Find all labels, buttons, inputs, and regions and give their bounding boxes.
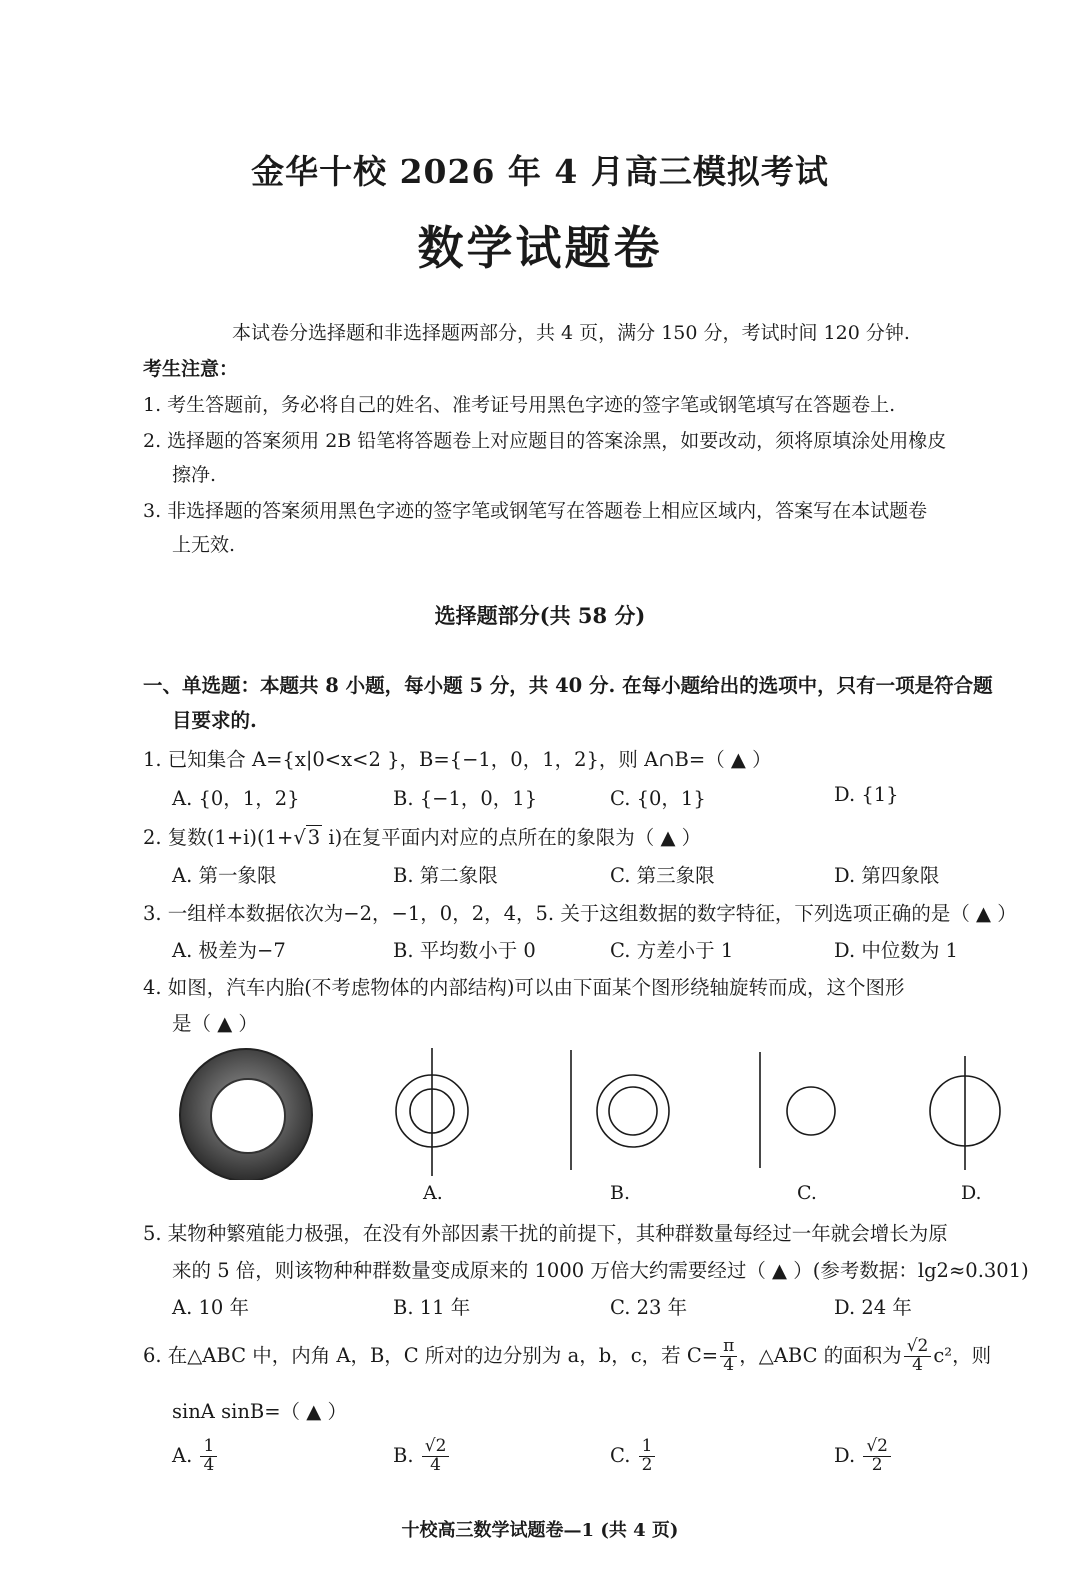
question-6-stem-c: c²，则 bbox=[933, 1343, 992, 1367]
question-3-option-d: D. 中位数为 1 bbox=[834, 939, 958, 962]
question-5-option-a: A. 10 年 bbox=[172, 1296, 249, 1319]
question-2-stem-b: i)在复平面内对应的点所在的象限为（ ▲ ） bbox=[322, 826, 702, 849]
page-footer: 十校高三数学试题卷—1 (共 4 页) bbox=[401, 1520, 679, 1541]
question-5-option-d: D. 24 年 bbox=[834, 1296, 912, 1319]
question-5-option-c: C. 23 年 bbox=[610, 1296, 688, 1319]
question-6-option-b: B. $\frac{√2}{4}$ bbox=[393, 1438, 451, 1475]
question-2-stem bbox=[143, 822, 701, 850]
notice-item-2-cont: 擦净. bbox=[172, 464, 217, 486]
question-1-option-d: D. {1} bbox=[834, 783, 899, 806]
question-3-option-c: C. 方差小于 1 bbox=[610, 939, 734, 962]
question-4-stem: 4. 如图，汽车内胎(不考虑物体的内部结构)可以由下面某个图形绕轴旋转而成，这个图形 bbox=[143, 976, 905, 999]
part1-heading-cont: 目要求的. bbox=[172, 709, 257, 732]
question-6-stem-cont: sinA sinB=（ ▲ ） bbox=[172, 1400, 347, 1423]
question-6-stem-a: 6. 在△ABC 中，内角 A，B，C 所对的边分别为 a，b，c，若 C= bbox=[143, 1343, 719, 1367]
question-2-stem-a: 2. 复数(1+i)(1+ bbox=[143, 826, 294, 849]
notice-item-3: 3. 非选择题的答案须用黑色字迹的签字笔或钢笔写在答题卷上相应区域内，答案写在本试题卷 bbox=[143, 500, 928, 522]
section-title: 选择题部分(共 58 分) bbox=[434, 603, 646, 628]
figure-d-circle-axis-through bbox=[930, 1056, 1000, 1170]
part1-heading: 一、单选题：本题共 8 小题，每小题 5 分，共 40 分. 在每小题给出的选项中，只有一项是符合题 bbox=[143, 674, 993, 697]
exam-subtitle: 数学试题卷 bbox=[417, 221, 663, 275]
figure-a-concentric-circles-axis-through bbox=[396, 1048, 468, 1176]
figure-a-label: A. bbox=[423, 1182, 443, 1204]
question-1-stem: 1. 已知集合 A={x|0<x<2 }，B={−1，0，1，2}，则 A∩B=（ ▲ ） bbox=[143, 748, 772, 771]
question-4-stem-cont: 是（ ▲ ） bbox=[172, 1012, 258, 1035]
question-5-option-b: B. 11 年 bbox=[393, 1296, 471, 1319]
question-6-stem-b: ，△ABC 的面积为 bbox=[739, 1343, 902, 1367]
sqrt-sign: √ bbox=[293, 826, 306, 849]
question-3-option-b: B. 平均数小于 0 bbox=[393, 939, 536, 962]
question-2-option-d: D. 第四象限 bbox=[834, 864, 940, 887]
question-4-figures bbox=[0, 1040, 1080, 1180]
question-3-option-a: A. 极差为−7 bbox=[172, 939, 286, 962]
figure-c-circle-axis-left bbox=[760, 1052, 835, 1168]
question-5-stem-cont: 来的 5 倍，则该物种种群数量变成原来的 1000 万倍大约需要经过（ ▲ ）(参考数据：lg2≈0.301) bbox=[172, 1259, 1029, 1282]
question-1-option-b: B. {−1，0，1} bbox=[393, 787, 538, 810]
notice-item-1: 1. 考生答题前，务必将自己的姓名、准考证号用黑色字迹的签字笔或钢笔填写在答题卷上. bbox=[143, 394, 896, 416]
question-6-option-c: C. $\frac{1}{2}$ bbox=[610, 1438, 657, 1475]
figure-b-label: B. bbox=[610, 1182, 631, 1204]
question-2-option-c: C. 第三象限 bbox=[610, 864, 715, 887]
figure-b-concentric-circles-axis-left bbox=[571, 1050, 669, 1170]
exam-intro: 本试卷分选择题和非选择题两部分，共 4 页，满分 150 分，考试时间 120 分钟. bbox=[232, 322, 910, 344]
figure-c-label: C. bbox=[797, 1182, 817, 1204]
notice-item-3-cont: 上无效. bbox=[172, 534, 236, 556]
inner-tube-image bbox=[180, 1049, 312, 1180]
notice-heading: 考生注意： bbox=[143, 358, 239, 380]
notice-item-2: 2. 选择题的答案须用 2B 铅笔将答题卷上对应题目的答案涂黑，如要改动，须将原填涂处用橡皮 bbox=[143, 430, 947, 452]
question-3-stem: 3. 一组样本数据依次为−2，−1，0，2，4，5. 关于这组数据的数字特征，下列选项正确的是（ ▲ ） bbox=[143, 902, 1017, 925]
figure-d-label: D. bbox=[961, 1182, 982, 1204]
question-6-option-a: A. $\frac{1}{4}$ bbox=[172, 1438, 219, 1475]
question-6-option-d: D. $\frac{√2}{2}$ bbox=[834, 1438, 893, 1475]
question-2-radicand: 3 bbox=[307, 826, 321, 849]
question-1-option-a: A. {0，1，2} bbox=[172, 787, 300, 810]
area-fraction: $\frac{√2}{4}$ bbox=[904, 1338, 932, 1375]
question-6-stem bbox=[143, 1338, 991, 1375]
question-5-stem: 5. 某物种繁殖能力极强，在没有外部因素干扰的前提下，其种群数量每经过一年就会增长为原 bbox=[143, 1222, 948, 1245]
question-1-option-c: C. {0，1} bbox=[610, 787, 706, 810]
angle-c-fraction: $\frac{\pi}{4}$ bbox=[720, 1338, 737, 1375]
question-2-option-a: A. 第一象限 bbox=[172, 864, 277, 887]
question-2-option-b: B. 第二象限 bbox=[393, 864, 498, 887]
exam-title: 金华十校 2026 年 4 月高三模拟考试 bbox=[251, 152, 829, 191]
